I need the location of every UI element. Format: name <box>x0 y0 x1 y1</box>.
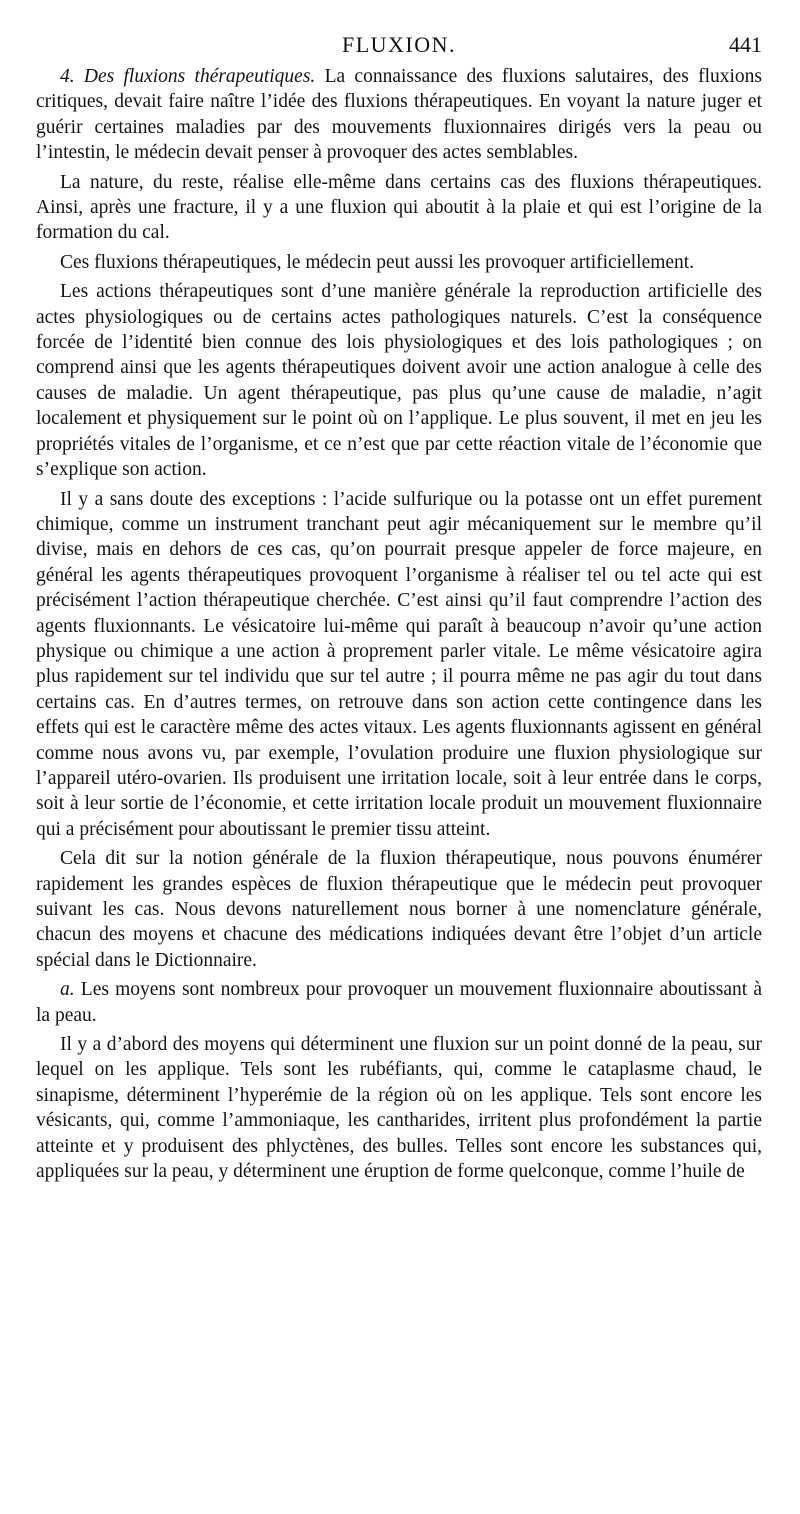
paragraph-text: Il y a d’abord des moyens qui déterminent une fluxion sur un point donné de la peau, sur lequel on les applique. Tels sont les rubéfiants, qui, comme le cataplasme chaud, le sinapisme, déterminent l’hyperémie de la région où on les applique. Tels sont encore les vésicants, qui, comme l’ammoniaque, les cantharides, irritent plus profondément la partie atteinte et y produisent des phlyctènes, des bulles. Telles sont encore les substances qui, appliquées sur la peau, y déterminent une éruption de forme quelconque, comme l’huile de <box>36 1034 762 1183</box>
paragraph-text: Il y a sans doute des exceptions : l’acide sulfurique ou la potasse ont un effet purement chimique, comme un instrument tranchant peut agir mécaniquement sur le membre qu’il divise, mais en dehors de ces cas, qu’on pourrait presque appeler de force majeure, en général les agents thérapeutiques provoquent l’organisme à réaliser tel ou tel acte qui est précisément l’action thérapeutique cherchée. C’est ainsi qu’il faut comprendre l’action des agents fluxionnants. Le vésicatoire lui-même qui paraît à beaucoup n’avoir qu’une action physique ou chimique a une action à proprement parler vitale. Le même vésicatoire agira plus rapidement sur tel individu que sur tel autre ; il pourra même ne pas agir du tout dans certains cas. En d’autres termes, on retrouve dans son action cette contingence dans les effets qui est le caractère même des actes vitaux. Les agents fluxionnants agissent en général comme nous avons vu, par exemple, l’ovulation produire une fluxion physiologique sur l’appareil utéro-ovarien. Ils produisent une irritation locale, soit à leur entrée dans le corps, soit à leur sortie de l’économie, et cette irritation locale produit un mouvement fluxionnaire qui a précisément pour aboutissant le premier tissu atteint. <box>36 488 762 840</box>
list-marker: a. <box>60 979 75 1001</box>
paragraph <box>36 487 762 843</box>
paragraph <box>36 1032 762 1184</box>
running-title: FLUXION. <box>341 32 457 57</box>
paragraph <box>36 977 762 1028</box>
paragraph-text: La connaissance des fluxions salutaires, des fluxions critiques, devait faire naître l’idée des fluxions thérapeutiques. En voyant la nature juger et guérir certaines maladies par des mouvements fluxionnaires dirigés vers la peau ou l’intestin, le médecin devait penser à provoquer des actes semblables. <box>36 66 762 164</box>
paragraph-text: Les moyens sont nombreux pour provoquer un mouvement fluxionnaire aboutissant à la peau. <box>36 979 762 1026</box>
paragraph-text: Ces fluxions thérapeutiques, le médecin peut aussi les provoquer artificiellement. <box>60 251 695 273</box>
paragraph-text: Les actions thérapeutiques sont d’une manière générale la reproduction artificielle des actes physiologiques ou de certains actes pathologiques naturels. C’est la conséquence forcée de l’identité bien connue des lois physiologiques et des lois pathologiques ; on comprend ainsi que les agents thérapeutiques doivent avoir une action analogue à celle des causes de maladie. Un agent thérapeutique, pas plus qu’une cause de maladie, n’agit localement et physiquement sur le point où on l’applique. Le plus souvent, il met en jeu les propriétés vitales de l’organisme, et ce n’est que par cette réaction vitale de l’économie que s’explique son action. <box>36 281 762 481</box>
paragraph <box>36 64 762 166</box>
page-header <box>36 28 762 62</box>
body-text <box>36 64 762 1184</box>
paragraph-text: La nature, du reste, réalise elle-même dans certains cas des fluxions thérapeutiques. Ainsi, après une fracture, il y a une fluxion qui aboutit à la plaie et qui est l’origine de la formation du cal. <box>36 171 762 244</box>
paragraph-text: Cela dit sur la notion générale de la fluxion thérapeutique, nous pouvons énumérer rapidement les grandes espèces de fluxion thérapeutique que le médecin peut provoquer suivant les cas. Nous devons naturellement nous borner à une nomenclature générale, chacun des moyens et chacune des médications indiquées devant être l’objet d’un article spécial dans le Dictionnaire. <box>36 848 762 971</box>
section-heading: 4. Des fluxions thérapeutiques. <box>60 66 316 87</box>
paragraph <box>36 170 762 246</box>
paragraph <box>36 846 762 973</box>
paragraph <box>36 279 762 482</box>
page-number: 441 <box>729 32 762 57</box>
paragraph <box>36 250 762 275</box>
